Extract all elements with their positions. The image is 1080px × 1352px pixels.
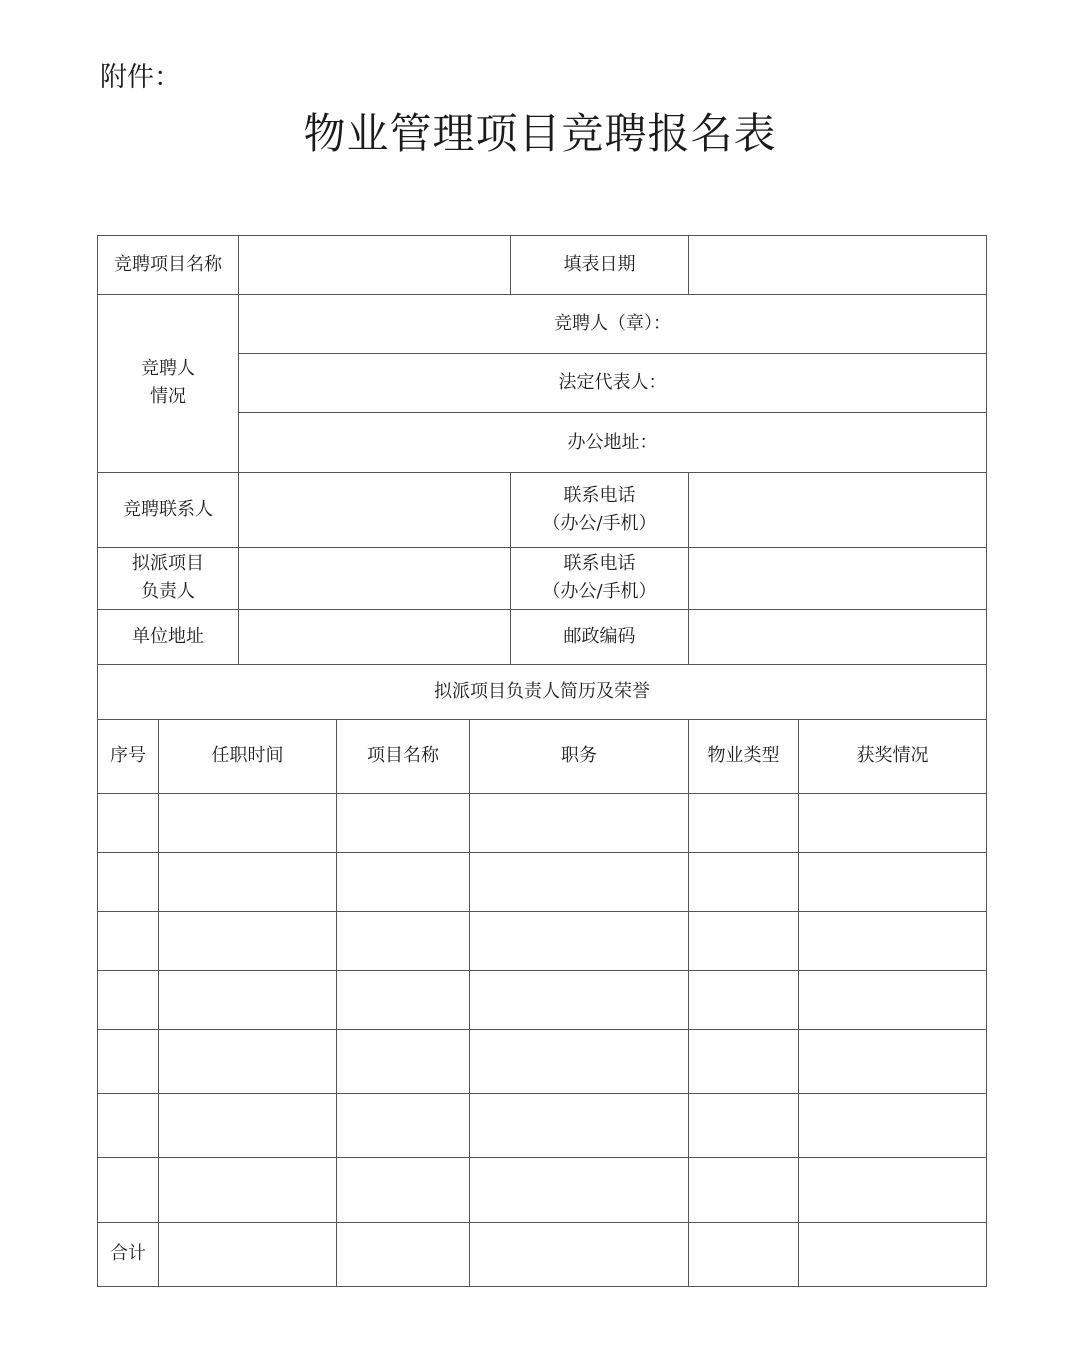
- legal-rep-label: 法定代表人：: [558, 372, 667, 394]
- fill-date-field[interactable]: [689, 236, 987, 295]
- table-cell[interactable]: [159, 970, 337, 1029]
- assigned-manager-field[interactable]: [239, 547, 511, 609]
- office-address-field[interactable]: [239, 413, 987, 472]
- assigned-manager-label-line2: 负责人: [141, 581, 195, 603]
- table-cell[interactable]: [337, 911, 470, 970]
- office-address-label: 办公地址：: [567, 431, 658, 453]
- column-header-awards: 获奖情况: [799, 720, 987, 793]
- table-cell[interactable]: [159, 911, 337, 970]
- table-cell[interactable]: [159, 1222, 337, 1286]
- bidder-info-label-line1: 竞聘人: [141, 358, 195, 380]
- table-cell[interactable]: [689, 852, 799, 911]
- table-cell[interactable]: [98, 1030, 159, 1094]
- table-row: [98, 911, 987, 970]
- table-cell[interactable]: [98, 911, 159, 970]
- table-cell[interactable]: [470, 1030, 689, 1094]
- table-cell[interactable]: [337, 1222, 470, 1286]
- resume-section-title: 拟派项目负责人简历及荣誉: [98, 665, 987, 720]
- contact-person-field[interactable]: [239, 472, 511, 547]
- table-cell[interactable]: [98, 793, 159, 852]
- table-cell[interactable]: [689, 1030, 799, 1094]
- attachment-label: 附件：: [100, 62, 181, 93]
- table-cell[interactable]: [159, 1030, 337, 1094]
- bidder-seal-field[interactable]: [239, 295, 987, 354]
- table-cell[interactable]: [799, 1094, 987, 1158]
- table-cell[interactable]: [470, 1222, 689, 1286]
- unit-address-row: [98, 610, 987, 665]
- table-cell[interactable]: [337, 1094, 470, 1158]
- contact-phone-field[interactable]: [689, 472, 987, 547]
- column-header-project-name: 项目名称: [337, 720, 470, 793]
- table-cell[interactable]: [337, 970, 470, 1029]
- assigned-manager-label: [98, 547, 239, 609]
- column-header-tenure: 任职时间: [159, 720, 337, 793]
- table-cell[interactable]: [799, 1222, 987, 1286]
- table-cell[interactable]: [98, 1158, 159, 1222]
- table-cell[interactable]: [470, 793, 689, 852]
- project-name-field[interactable]: [239, 236, 511, 295]
- contact-phone-label: [511, 472, 689, 547]
- table-cell[interactable]: [159, 793, 337, 852]
- bidder-info-label: [98, 295, 239, 472]
- project-name-label: 竞聘项目名称: [98, 236, 239, 295]
- table-cell[interactable]: [159, 1094, 337, 1158]
- total-row: [98, 1222, 987, 1286]
- unit-address-field[interactable]: [239, 610, 511, 665]
- table-cell[interactable]: [470, 970, 689, 1029]
- manager-phone-label-line1: 联系电话: [563, 553, 636, 575]
- contact-person-label: 竞聘联系人: [98, 472, 239, 547]
- table-cell[interactable]: [799, 911, 987, 970]
- table-cell[interactable]: [689, 1158, 799, 1222]
- table-cell[interactable]: [337, 793, 470, 852]
- table-cell[interactable]: [689, 911, 799, 970]
- assigned-manager-label-line1: 拟派项目: [132, 553, 204, 575]
- table-cell[interactable]: [799, 1158, 987, 1222]
- table-row: [98, 793, 987, 852]
- table-cell[interactable]: [799, 793, 987, 852]
- table-cell[interactable]: [470, 911, 689, 970]
- table-cell[interactable]: [98, 1094, 159, 1158]
- bidder-seal-label: 竞聘人（章）：: [554, 313, 671, 335]
- project-name-row: [98, 236, 987, 295]
- table-cell[interactable]: [799, 852, 987, 911]
- table-cell[interactable]: [337, 852, 470, 911]
- postal-code-field[interactable]: [689, 610, 987, 665]
- table-cell[interactable]: [799, 970, 987, 1029]
- table-cell[interactable]: [159, 852, 337, 911]
- table-cell[interactable]: [799, 1030, 987, 1094]
- table-cell[interactable]: [470, 852, 689, 911]
- table-row: [98, 1030, 987, 1094]
- contact-person-row: [98, 472, 987, 547]
- table-cell[interactable]: [689, 970, 799, 1029]
- column-header-property-type: 物业类型: [689, 720, 799, 793]
- table-cell[interactable]: [98, 852, 159, 911]
- table-row: [98, 852, 987, 911]
- fill-date-label: 填表日期: [511, 236, 689, 295]
- table-cell[interactable]: [689, 1094, 799, 1158]
- table-cell[interactable]: [337, 1158, 470, 1222]
- manager-phone-label: [511, 547, 689, 609]
- table-row: [98, 1094, 987, 1158]
- contact-phone-label-line2: （办公/手机）: [542, 512, 657, 534]
- manager-phone-label-line2: （办公/手机）: [542, 581, 657, 603]
- unit-address-label: 单位地址: [98, 610, 239, 665]
- table-cell[interactable]: [689, 1222, 799, 1286]
- column-header-position: 职务: [470, 720, 689, 793]
- bidder-info-label-line2: 情况: [150, 386, 186, 408]
- table-cell[interactable]: [470, 1158, 689, 1222]
- column-header-index: 序号: [98, 720, 159, 793]
- table-cell[interactable]: [98, 970, 159, 1029]
- postal-code-label: 邮政编码: [511, 610, 689, 665]
- resume-section-row: [98, 665, 987, 720]
- page-title: 物业管理项目竞聘报名表: [303, 109, 777, 158]
- resume-header-row: [98, 720, 987, 793]
- table-row: [98, 970, 987, 1029]
- table-cell[interactable]: [337, 1030, 470, 1094]
- bidder-seal-row: [98, 295, 987, 354]
- legal-rep-field[interactable]: [239, 354, 987, 413]
- contact-phone-label-line1: 联系电话: [563, 484, 636, 506]
- table-cell[interactable]: [159, 1158, 337, 1222]
- table-cell[interactable]: [689, 793, 799, 852]
- total-label: 合计: [98, 1222, 159, 1286]
- table-cell[interactable]: [470, 1094, 689, 1158]
- assigned-manager-row: [98, 547, 987, 609]
- registration-form-table: [97, 235, 987, 1287]
- table-row: [98, 1158, 987, 1222]
- manager-phone-field[interactable]: [689, 547, 987, 609]
